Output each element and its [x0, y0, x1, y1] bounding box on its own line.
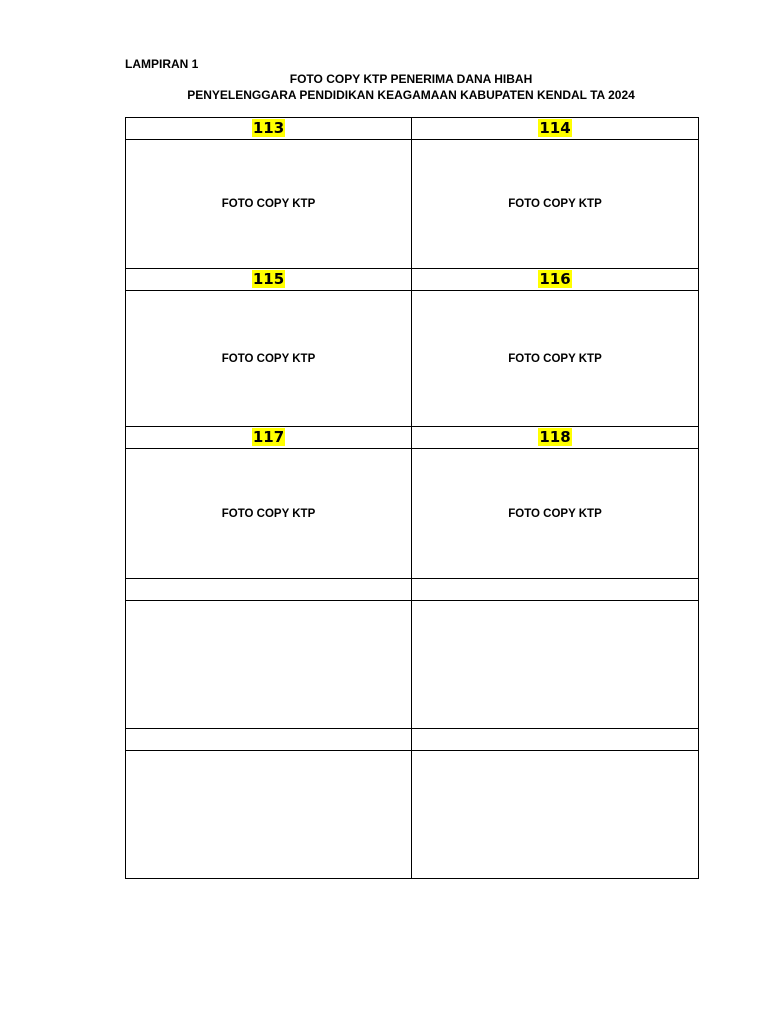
lampiran-label: LAMPIRAN 1 — [125, 57, 199, 71]
number-cell — [126, 118, 412, 140]
photo-row — [126, 449, 699, 579]
number-row — [126, 269, 699, 291]
number-cell — [412, 579, 699, 601]
number-row — [126, 729, 699, 751]
recipient-number: 116 — [539, 270, 571, 288]
number-cell — [126, 269, 412, 291]
recipient-number: 113 — [252, 119, 285, 137]
ktp-photo-cell — [126, 601, 412, 729]
ktp-photo-cell: FOTO COPY KTP — [412, 449, 699, 579]
number-cell — [126, 729, 412, 751]
photo-row — [126, 751, 699, 879]
recipient-number: 114 — [539, 119, 571, 137]
recipient-number: 117 — [252, 428, 285, 446]
number-cell — [126, 427, 412, 449]
ktp-photo-cell — [412, 751, 699, 879]
ktp-photo-cell: FOTO COPY KTP — [126, 291, 412, 427]
recipient-number: 115 — [252, 270, 285, 288]
ktp-photo-cell: FOTO COPY KTP — [126, 449, 412, 579]
recipient-number: 118 — [539, 428, 571, 446]
number-cell — [126, 579, 412, 601]
photo-row — [126, 291, 699, 427]
ktp-photo-cell: FOTO COPY KTP — [412, 291, 699, 427]
title-line-1: FOTO COPY KTP PENERIMA DANA HIBAH — [289, 72, 533, 86]
ktp-photo-cell: FOTO COPY KTP — [126, 140, 412, 269]
photo-row — [126, 601, 699, 729]
ktp-grid-table — [125, 117, 699, 879]
number-cell — [412, 269, 699, 291]
number-cell — [412, 118, 699, 140]
number-row — [126, 427, 699, 449]
number-row — [126, 118, 699, 140]
ktp-photo-cell — [412, 601, 699, 729]
title-line-2: PENYELENGGARA PENDIDIKAN KEAGAMAAN KABUPATEN KENDAL TA 2024 — [187, 88, 635, 102]
photo-row — [126, 140, 699, 269]
number-cell — [412, 729, 699, 751]
ktp-photo-cell — [126, 751, 412, 879]
number-row — [126, 579, 699, 601]
number-cell — [412, 427, 699, 449]
ktp-photo-cell: FOTO COPY KTP — [412, 140, 699, 269]
document-title — [125, 71, 697, 103]
